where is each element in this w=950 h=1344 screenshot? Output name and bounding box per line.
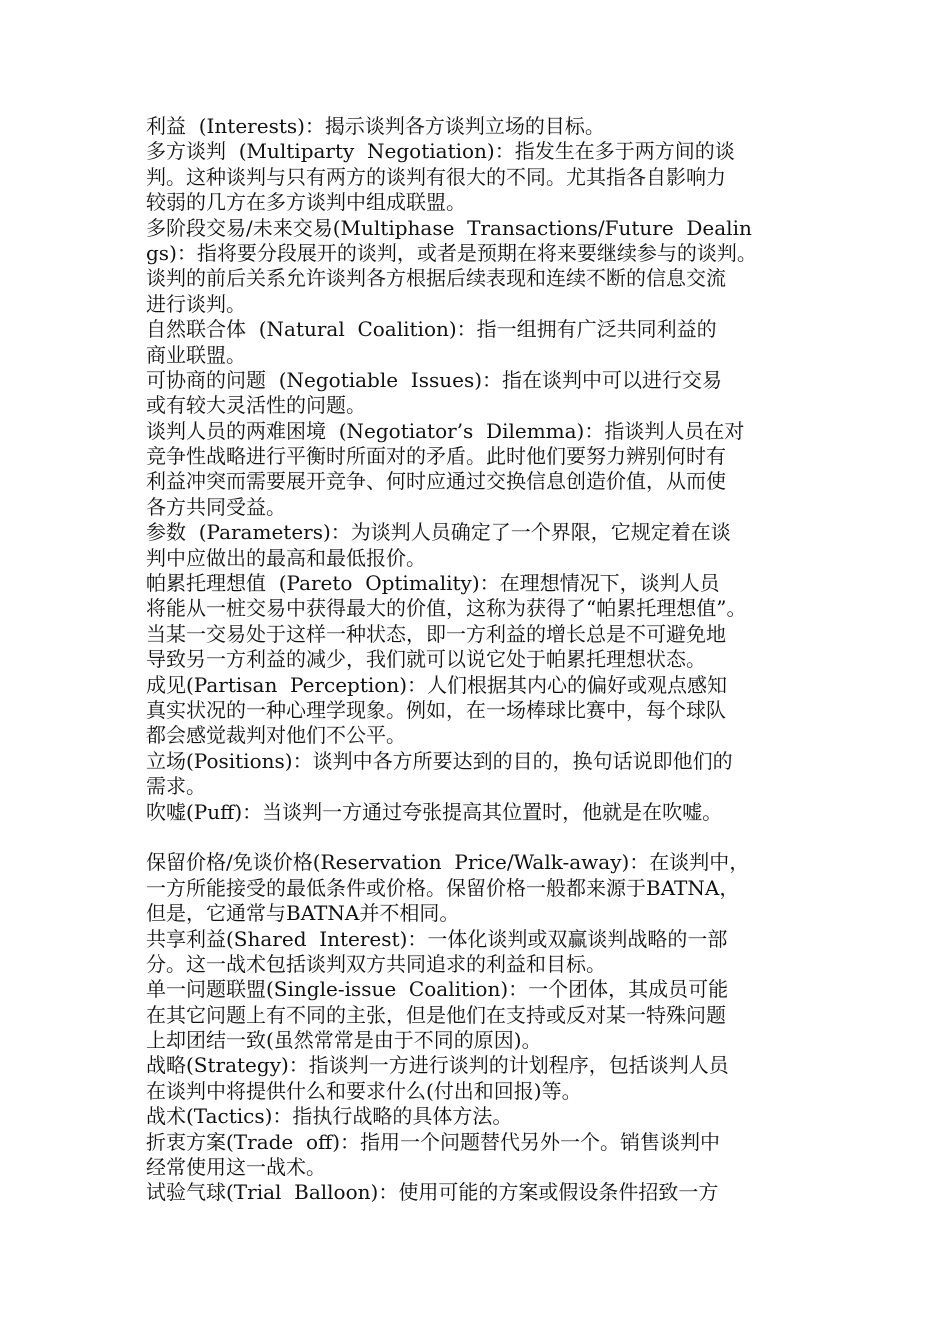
text-line: 谈判的前后关系允许谈判各方根据后续表现和连续不断的信息交流 — [146, 266, 726, 291]
text-line: 自然联合体 (Natural Coalition)：指一组拥有广泛共同利益的 — [146, 317, 717, 342]
text-line: 当某一交易处于这样一种状态，即一方利益的增长总是不可避免地 — [146, 621, 726, 646]
text-line: 分。这一战术包括谈判双方共同追求的利益和目标。 — [146, 951, 606, 976]
text-line: 战术(Tactics)：指执行战略的具体方法。 — [146, 1104, 513, 1129]
text-line: 参数 (Parameters)：为谈判人员确定了一个界限，它规定着在谈 — [146, 520, 731, 545]
text-line: 可协商的问题 (Negotiable Issues)：指在谈判中可以进行交易 — [146, 367, 723, 392]
text-line: 在谈判中将提供什么和要求什么(付出和回报)等。 — [146, 1078, 582, 1103]
text-line: 保留价格/免谈价格(Reservation Price/Walk-away)：在谈判中， — [146, 850, 750, 875]
text-line: 判中应做出的最高和最低报价。 — [146, 545, 426, 570]
text-line: 单一问题联盟(Single-issue Coalition)：一个团体，其成员可能 — [146, 977, 729, 1002]
text-line: 但是，它通常与BATNA并不相同。 — [146, 901, 460, 926]
text-line: 竞争性战略进行平衡时所面对的矛盾。此时他们要努力辨别何时有 — [146, 444, 726, 469]
text-line: 各方共同受益。 — [146, 494, 286, 519]
text-line: 都会感觉裁判对他们不公平。 — [146, 723, 406, 748]
text-line — [146, 825, 846, 850]
glossary-text — [146, 114, 846, 1206]
text-line: 将能从一桩交易中获得最大的价值，这称为获得了“帕累托理想值”。 — [146, 596, 747, 621]
text-line: 帕累托理想值 (Pareto Optimality)：在理想情况下，谈判人员 — [146, 571, 720, 596]
text-line: 利益冲突而需要展开竞争、何时应通过交换信息创造价值，从而使 — [146, 469, 726, 494]
text-line: 商业联盟。 — [146, 342, 246, 367]
text-line: 经常使用这一战术。 — [146, 1155, 326, 1180]
text-line: 需求。 — [146, 774, 206, 799]
text-line: 导致另一方利益的减少，我们就可以说它处于帕累托理想状态。 — [146, 647, 706, 672]
text-line: 折衷方案(Trade off)：指用一个问题替代另外一个。销售谈判中 — [146, 1129, 721, 1154]
text-line: 利益 (Interests)：揭示谈判各方谈判立场的目标。 — [146, 114, 605, 138]
text-line: 立场(Positions)：谈判中各方所要达到的目的，换句话说即他们的 — [146, 748, 733, 773]
text-line: 真实状况的一种心理学现象。例如，在一场棒球比赛中，每个球队 — [146, 697, 726, 722]
text-line: 试验气球(Trial Balloon)：使用可能的方案或假设条件招致一方 — [146, 1180, 719, 1205]
text-line: 成见(Partisan Perception)：人们根据其内心的偏好或观点感知 — [146, 672, 728, 697]
text-line: 判。这种谈判与只有两方的谈判有很大的不同。尤其指各自影响力 — [146, 164, 726, 189]
text-line: 进行谈判。 — [146, 291, 246, 316]
text-line: 一方所能接受的最低条件或价格。保留价格一般都来源于BATNA， — [146, 875, 740, 900]
text-line: 在其它问题上有不同的主张，但是他们在支持或反对某一特殊问题 — [146, 1002, 726, 1027]
text-line: 谈判人员的两难困境 (Negotiator’s Dilemma)：指谈判人员在对 — [146, 418, 745, 443]
text-line: 上却团结一致(虽然常常是由于不同的原因)。 — [146, 1028, 542, 1053]
text-line: 共享利益(Shared Interest)：一体化谈判或双赢谈判战略的一部 — [146, 926, 728, 951]
text-line: 战略(Strategy)：指谈判一方进行谈判的计划程序，包括谈判人员 — [146, 1053, 729, 1078]
text-line: 多阶段交易/未来交易(Multiphase Transactions/Future Dealin — [146, 215, 752, 240]
text-line: 吹嘘(Puff)：当谈判一方通过夸张提高其位置时，他就是在吹嘘。 — [146, 799, 723, 824]
text-line: 多方谈判 (Multiparty Negotiation)：指发生在多于两方间的谈 — [146, 139, 735, 164]
text-line: gs)：指将要分段展开的谈判，或者是预期在将来要继续参与的谈判。 — [146, 240, 757, 265]
text-line: 或有较大灵活性的问题。 — [146, 393, 366, 418]
text-line: 较弱的几方在多方谈判中组成联盟。 — [146, 190, 466, 215]
